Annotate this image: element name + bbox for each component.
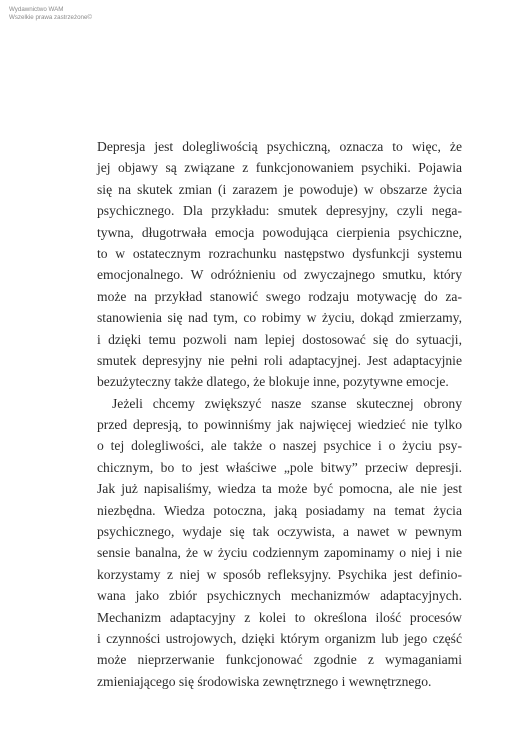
text-line: emocjonalnego. W odróżnieniu od zwyczajnego smutku, który bbox=[97, 267, 462, 283]
text-line: sensie banalna, że w życiu codziennym zapominamy o niej i nie bbox=[97, 545, 462, 561]
paragraph-1 bbox=[97, 136, 462, 393]
text-line: psychicznego. Dla przykładu: smutek depresyjny, czyli nega- bbox=[97, 203, 462, 219]
text-line: niezbędna. Wiedza potoczna, jaką posiadamy na temat życia bbox=[97, 502, 462, 518]
text-line: tywna, długotrwała emocja powodująca cierpienia psychiczne, bbox=[97, 224, 462, 240]
text-line: korzystamy z niej w sposób refleksyjny. Psychika jest definio- bbox=[97, 566, 462, 582]
text-line: może na przykład stanowić swego rodzaju motywację do za- bbox=[97, 288, 462, 304]
text-line: Jak już napisaliśmy, wiedza ta może być pomocna, ale nie jest bbox=[97, 481, 462, 497]
paragraph-2 bbox=[97, 393, 462, 692]
text-line: psychicznego, wydaje się tak oczywista, a nawet w pewnym bbox=[97, 524, 462, 540]
body-text bbox=[97, 136, 462, 692]
text-line: smutek depresyjny nie pełni roli adaptacyjnej. Jest adaptacyjnie bbox=[97, 352, 462, 368]
text-line: bezużyteczny także dlatego, że blokuje inne, pozytywne emocje. bbox=[97, 374, 449, 390]
text-line: stanowienia się nad tym, co robimy w życiu, dokąd zmierzamy, bbox=[97, 310, 462, 326]
text-line: i czynności ustrojowych, dzięki którym organizm lub jego część bbox=[97, 630, 462, 646]
text-line: chicznym, bo to jest właściwe „pole bitwy” przeciw depresji. bbox=[97, 459, 462, 475]
text-line: Depresja jest dolegliwością psychiczną, oznacza to więc, że bbox=[97, 139, 462, 154]
text-line: jej objawy są związane z funkcjonowaniem psychiki. Pojawia bbox=[97, 160, 462, 176]
text-line: to w ostatecznym rozrachunku następstwo dysfunkcji systemu bbox=[97, 245, 462, 261]
text-line: i dzięki temu pozwoli nam lepiej dostosować się do sytuacji, bbox=[97, 331, 462, 347]
text-line: wana jako zbiór psychicznych mechanizmów adaptacyjnych. bbox=[97, 588, 462, 604]
text-line: przed depresją, to powinniśmy jak najwięcej wiedzieć nie tylko bbox=[97, 417, 462, 433]
text-line: się na skutek zmian (i zarazem je powoduje) w obszarze życia bbox=[97, 181, 462, 197]
text-line: o tej dolegliwości, ale także o naszej psychice i o życiu psy- bbox=[97, 438, 462, 454]
text-line: może nieprzerwanie funkcjonować zgodnie z wymaganiami bbox=[97, 652, 462, 668]
text-line: Jeżeli chcemy zwiększyć nasze szanse skutecznej obrony bbox=[112, 395, 462, 411]
rights-notice: Wszelkie prawa zastrzeżone© bbox=[9, 14, 92, 21]
publisher-label: Wydawnictwo WAM bbox=[9, 6, 64, 13]
text-line: zmieniającego się środowiska zewnętrznego i wewnętrznego. bbox=[97, 673, 432, 689]
page-header bbox=[9, 6, 92, 22]
text-line: Mechanizm adaptacyjny z kolei to określona ilość procesów bbox=[97, 609, 462, 625]
